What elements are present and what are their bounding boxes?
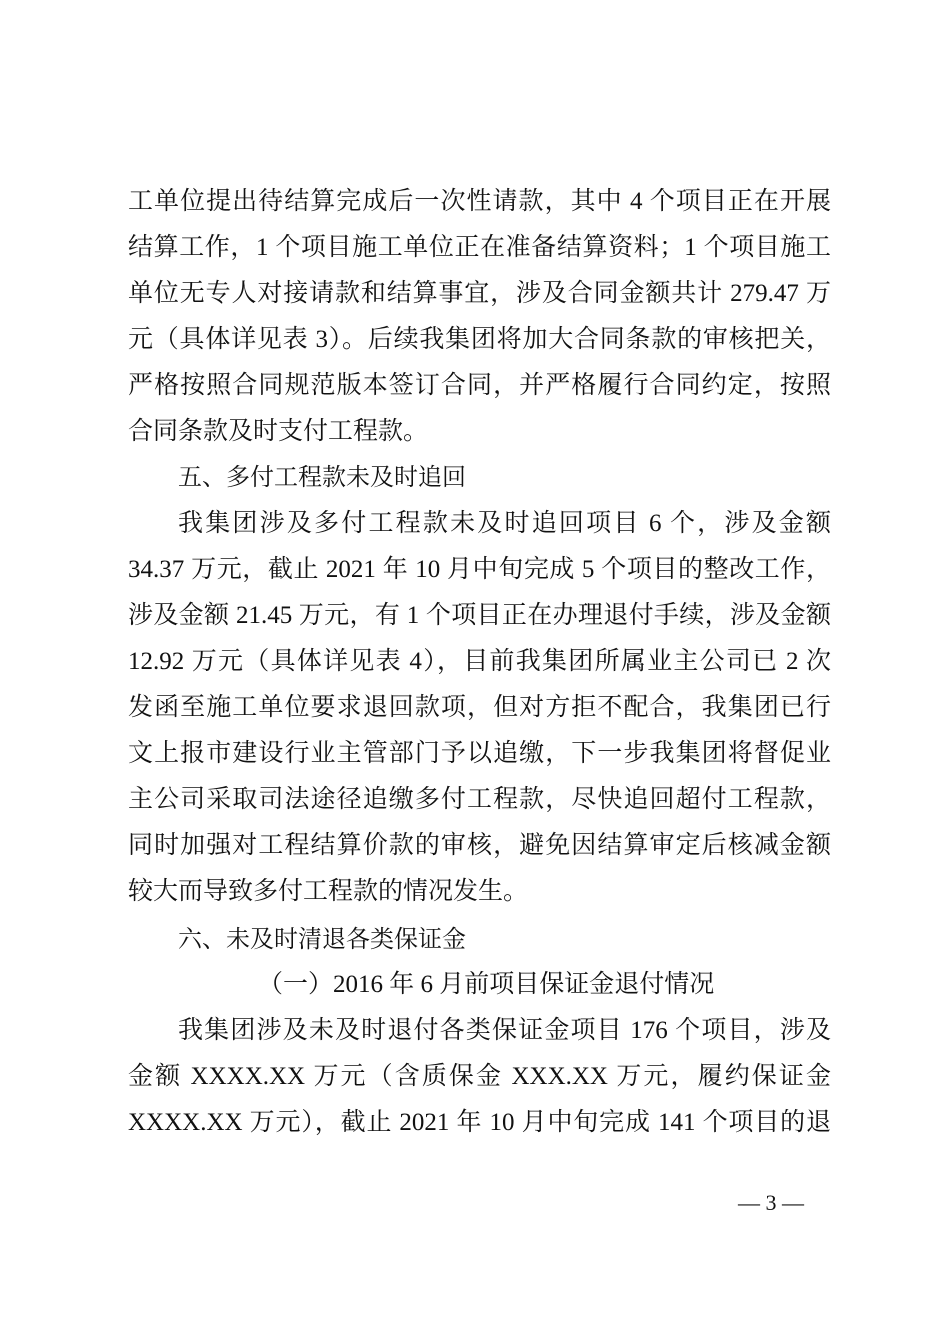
paragraph-line: 主公司采取司法途径追缴多付工程款，尽快追回超付工程款，: [128, 786, 831, 813]
paragraph-line: XXXX.XX 万元），截止 2021 年 10 月中旬完成 141 个项目的退: [128, 1109, 831, 1136]
paragraph-line: 涉及金额 21.45 万元，有 1 个项目正在办理退付手续，涉及金额: [128, 602, 831, 629]
section-heading-5: 五、多付工程款未及时追回: [178, 464, 466, 491]
paragraph-line: 金额 XXXX.XX 万元（含质保金 XXX.XX 万元，履约保证金: [128, 1063, 831, 1090]
paragraph-line: 34.37 万元，截止 2021 年 10 月中旬完成 5 个项目的整改工作，: [128, 556, 831, 583]
subsection-heading: （一）2016 年 6 月前项目保证金退付情况: [258, 971, 715, 998]
paragraph-line: 严格按照合同规范版本签订合同，并严格履行合同约定，按照: [128, 372, 831, 399]
paragraph-line: 我集团涉及多付工程款未及时追回项目 6 个，涉及金额: [178, 510, 831, 537]
paragraph-line: 元（具体详见表 3）。后续我集团将加大合同条款的审核把关，: [128, 326, 831, 353]
paragraph-line: 文上报市建设行业主管部门予以追缴，下一步我集团将督促业: [128, 740, 831, 767]
paragraph-line: 工单位提出待结算完成后一次性请款，其中 4 个项目正在开展: [128, 188, 831, 215]
paragraph-line: 单位无专人对接请款和结算事宜，涉及合同金额共计 279.47 万: [128, 280, 831, 307]
page-number: — 3 —: [738, 1190, 804, 1215]
paragraph-line: 合同条款及时支付工程款。: [128, 418, 429, 445]
section-heading-6: 六、未及时清退各类保证金: [178, 926, 466, 953]
paragraph-line: 发函至施工单位要求退回款项，但对方拒不配合，我集团已行: [128, 694, 831, 721]
paragraph-line: 我集团涉及未及时退付各类保证金项目 176 个项目，涉及: [178, 1017, 831, 1044]
paragraph-line: 同时加强对工程结算价款的审核，避免因结算审定后核减金额: [128, 832, 831, 859]
paragraph-line: 12.92 万元（具体详见表 4），目前我集团所属业主公司已 2 次: [128, 648, 831, 675]
paragraph-line: 较大而导致多付工程款的情况发生。: [128, 878, 529, 905]
paragraph-line: 结算工作，1 个项目施工单位正在准备结算资料；1 个项目施工: [128, 234, 831, 261]
